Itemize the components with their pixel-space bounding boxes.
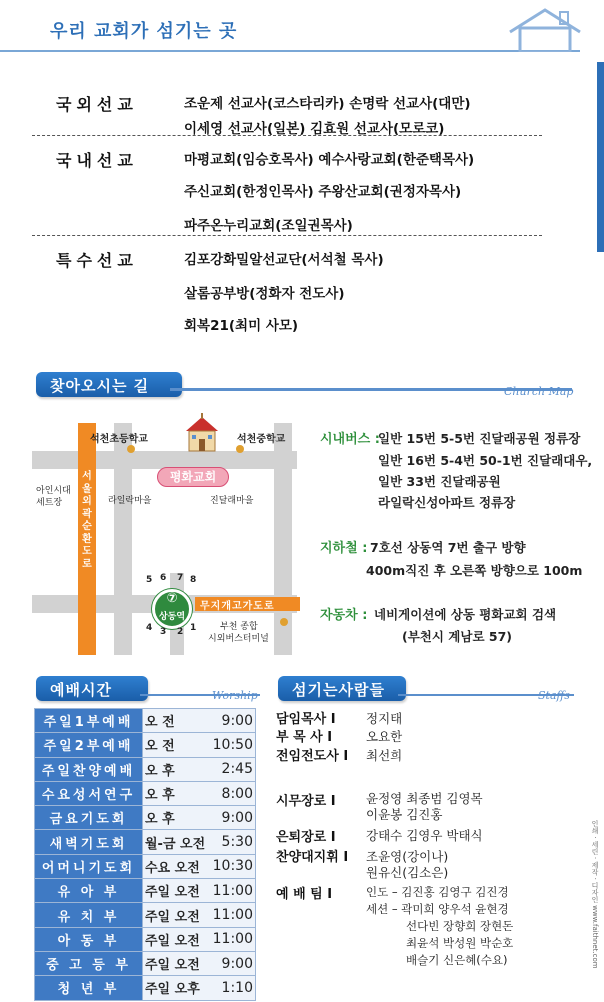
terminal-icon xyxy=(280,618,288,626)
worship-time-cell xyxy=(143,976,256,1000)
school-icon xyxy=(236,445,244,453)
staff-role: 찬양대지휘 I xyxy=(276,850,349,865)
mission-line: 김포강화밀알선교단(서석철 목사) xyxy=(184,252,384,268)
worship-name: 유 아 부 xyxy=(35,879,143,903)
team-line: 세션 – 곽미희 양우석 윤현경 xyxy=(366,902,509,916)
worship-time-cell xyxy=(143,927,256,951)
staff-names: 최선희 xyxy=(366,748,403,763)
exit-number: 1 xyxy=(190,623,197,633)
map-label: 석천초등학교 xyxy=(90,434,148,445)
worship-time-cell xyxy=(143,757,256,781)
map-label: 라일락마을 xyxy=(108,496,152,506)
road xyxy=(114,423,132,655)
overpass-label: 무지개고가도로 xyxy=(200,601,275,612)
worship-time-cell xyxy=(143,951,256,975)
car-label: 자동차 : xyxy=(320,608,368,623)
worship-row xyxy=(35,757,256,781)
worship-day: 오 전 xyxy=(145,715,175,731)
subway-line: 7호선 상동역 7번 출구 방향 xyxy=(370,540,526,555)
subway-line: 400m직진 후 오른쪽 방향으로 100m xyxy=(366,563,583,578)
staff-names: 오요한 xyxy=(366,729,403,744)
car-line: 네비게이션에 상동 평화교회 검색 xyxy=(374,607,557,622)
staff-role: 전임전도사 I xyxy=(276,749,349,764)
mission-line: 파주온누리교회(조일권목사) xyxy=(184,218,353,234)
worship-time: 11:00 xyxy=(212,931,253,948)
bus-line: 일반 16번 5-4번 50-1번 진달래대우, xyxy=(378,453,593,468)
section-header xyxy=(0,0,604,58)
map-label: 시외버스터미널 xyxy=(208,634,269,644)
section-eng-label: Worship xyxy=(212,689,258,702)
worship-time-cell xyxy=(143,903,256,927)
map-label: 석천중학교 xyxy=(237,434,286,445)
worship-time: 11:00 xyxy=(212,882,253,899)
map-label: 아인시대 xyxy=(36,486,71,496)
worship-row xyxy=(35,927,256,951)
side-credit: 인쇄 · 세린 · 제작 · 디자인 www.faithnet.com xyxy=(591,820,599,969)
worship-time: 8:00 xyxy=(221,785,253,802)
worship-time-cell xyxy=(143,879,256,903)
worship-table xyxy=(34,708,256,1001)
staff-names: 정지태 xyxy=(366,711,403,726)
church-map xyxy=(32,413,312,663)
subway-line-icon: ⑦ xyxy=(166,591,178,606)
worship-time-cell xyxy=(143,733,256,757)
staff-names: 조윤영(강이나) xyxy=(366,849,449,864)
worship-row xyxy=(35,709,256,733)
section-eng-label: Staffs xyxy=(538,689,570,702)
section-eng-label: Church Map xyxy=(504,385,574,398)
worship-name: 청 년 부 xyxy=(35,976,143,1000)
worship-row xyxy=(35,879,256,903)
worship-name: 금요기도회 xyxy=(35,806,143,830)
worship-name: 주일2부예배 xyxy=(35,733,143,757)
highway-label: 서울외곽순환도로 xyxy=(82,471,92,570)
worship-day: 주일 오전 xyxy=(145,885,200,901)
house-icon xyxy=(508,6,582,52)
worship-time-cell xyxy=(143,781,256,805)
worship-name: 중 고 등 부 xyxy=(35,951,143,975)
worship-name: 주일찬양예배 xyxy=(35,757,143,781)
worship-row xyxy=(35,830,256,854)
worship-day: 오 전 xyxy=(145,739,175,755)
worship-name: 어머니기도회 xyxy=(35,854,143,878)
exit-number: 7 xyxy=(177,573,184,583)
directions-title: 찾아오시는 길 xyxy=(36,372,182,397)
worship-row xyxy=(35,781,256,805)
worship-row xyxy=(35,854,256,878)
staff-role: 은퇴장로 I xyxy=(276,830,336,845)
mission-line: 살롬공부방(정화자 전도사) xyxy=(184,286,345,302)
header-divider xyxy=(0,50,580,52)
map-label: 부천 종합 xyxy=(220,622,258,632)
worship-time: 9:00 xyxy=(221,809,253,826)
exit-number: 4 xyxy=(146,623,153,633)
worship-time: 11:00 xyxy=(212,907,253,924)
worship-day: 오 후 xyxy=(145,763,175,779)
staff-role: 시무장로 I xyxy=(276,794,336,809)
staff-role: 예 배 팀 I xyxy=(276,887,333,902)
worship-time: 9:00 xyxy=(221,712,253,729)
worship-day: 주일 오전 xyxy=(145,909,200,925)
bus-line: 일반 33번 진달래공원 xyxy=(378,474,501,489)
staff-title: 섬기는사람들 xyxy=(278,676,406,701)
worship-time: 10:50 xyxy=(212,736,253,753)
car-line: (부천시 계남로 57) xyxy=(402,629,512,644)
mission-category: 국외선교 xyxy=(56,95,138,114)
worship-name: 아 동 부 xyxy=(35,927,143,951)
map-label: 진달래마을 xyxy=(210,496,254,506)
staff-names: 이윤봉 김진홍 xyxy=(366,807,443,822)
worship-time: 9:00 xyxy=(221,955,253,972)
school-icon xyxy=(127,445,135,453)
side-accent-bar xyxy=(597,62,604,252)
team-line: 인도 – 김진홍 김영구 김진경 xyxy=(366,885,509,899)
worship-row xyxy=(35,806,256,830)
bus-line: 일반 15번 5-5번 진달래공원 정류장 xyxy=(378,431,581,446)
church-label: 평화교회 xyxy=(157,467,229,487)
team-line: 최윤석 박성원 박순호 xyxy=(406,936,514,950)
exit-number: 2 xyxy=(177,627,184,637)
team-line: 선다빈 장향희 장현돈 xyxy=(406,919,514,933)
staff-names: 강태수 김영우 박태식 xyxy=(366,828,483,843)
exit-number: 6 xyxy=(160,573,167,583)
mission-category: 국내선교 xyxy=(56,151,138,170)
subway-label: 지하철 : xyxy=(320,541,368,556)
worship-name: 새벽기도회 xyxy=(35,830,143,854)
worship-time-cell xyxy=(143,854,256,878)
worship-time: 1:10 xyxy=(221,979,253,996)
mission-line: 조운제 선교사(코스타리카) 손명락 선교사(대만) xyxy=(184,96,471,112)
worship-time-cell xyxy=(143,709,256,733)
worship-day: 월-금 오전 xyxy=(145,836,206,852)
staff-role: 담임목사 I xyxy=(276,712,336,727)
exit-number: 3 xyxy=(160,627,167,637)
mission-line: 마평교회(임승호목사) 예수사랑교회(한준택목사) xyxy=(184,152,475,168)
exit-number: 5 xyxy=(146,575,153,585)
worship-day: 오 후 xyxy=(145,788,175,804)
page-title: 우리 교회가 섬기는 곳 xyxy=(50,21,238,42)
worship-name: 주일1부예배 xyxy=(35,709,143,733)
church-icon xyxy=(182,413,222,453)
mission-line: 이세영 선교사(일본) 김효원 선교사(모로코) xyxy=(184,121,445,137)
exit-number: 8 xyxy=(190,575,197,585)
bus-label: 시내버스 : xyxy=(320,432,380,447)
worship-name: 유 치 부 xyxy=(35,903,143,927)
worship-day: 주일 오전 xyxy=(145,933,200,949)
worship-title: 예배시간 xyxy=(36,676,148,701)
bus-line: 라일락신성아파트 정류장 xyxy=(378,495,516,510)
station-label: 상동역 xyxy=(158,612,186,622)
worship-day: 주일 오후 xyxy=(145,982,200,998)
mission-line: 회복21(최미 사모) xyxy=(184,318,299,334)
worship-day: 수요 오전 xyxy=(145,860,200,876)
worship-row xyxy=(35,733,256,757)
mission-line: 주신교회(한정인목사) 주왕산교회(권정자목사) xyxy=(184,184,462,200)
worship-time: 2:45 xyxy=(221,761,253,778)
worship-time: 10:30 xyxy=(212,858,253,875)
mission-category: 특수선교 xyxy=(56,251,138,270)
staff-names: 윤정영 최종범 김영목 xyxy=(366,791,483,806)
worship-time-cell xyxy=(143,806,256,830)
worship-row xyxy=(35,903,256,927)
worship-name: 수요성서연구 xyxy=(35,781,143,805)
worship-day: 오 후 xyxy=(145,812,175,828)
worship-day: 주일 오전 xyxy=(145,958,200,974)
worship-row xyxy=(35,951,256,975)
worship-row xyxy=(35,976,256,1000)
staff-role: 부 목 사 I xyxy=(276,730,333,745)
divider xyxy=(32,135,542,136)
divider xyxy=(32,235,542,236)
staff-names: 원유신(김소은) xyxy=(366,865,449,880)
worship-time: 5:30 xyxy=(221,834,253,851)
worship-time-cell xyxy=(143,830,256,854)
team-line: 배슬기 신은혜(수요) xyxy=(406,953,508,967)
map-label: 세트장 xyxy=(36,498,63,508)
